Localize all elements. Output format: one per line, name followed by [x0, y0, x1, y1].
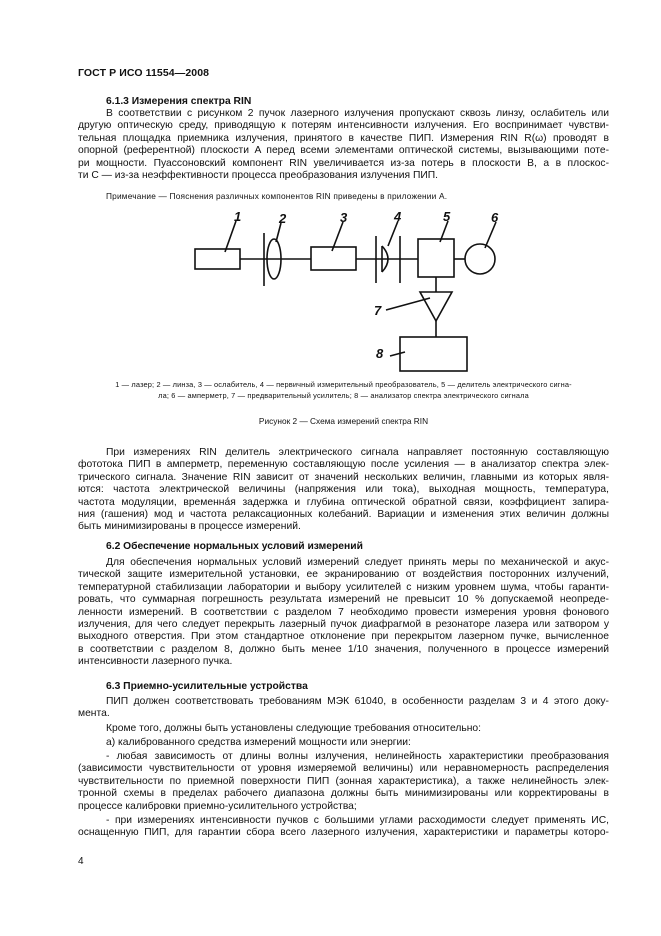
text-line: В соответствии с рисунком 2 пучок лазерного излучения пропускают сквозь линзу, ослабитель или [106, 108, 609, 119]
section-6-2-heading: 6.2 Обеспечение нормальных условий измерений [106, 541, 363, 552]
text-line: - любая зависимость от длины волны излучения, нелинейность характеристики преобразования [106, 751, 609, 762]
section-6-3-item-a [78, 737, 609, 749]
figure-label-6: 6 [491, 210, 499, 225]
section-6-3-paragraph-3 [78, 751, 609, 813]
note: Примечание — Пояснения различных компонентов RIN приведены в приложении А. [106, 191, 448, 201]
figure-label-1: 1 [234, 209, 242, 224]
section-6-3-heading: 6.3 Приемно-усилительные устройства [106, 681, 308, 692]
figure-label-8: 8 [376, 346, 384, 361]
attenuator-box [311, 247, 356, 270]
text-line: оснащенную ПИП, для гарантии сбора всего лазерного излучения, характеристики и параметры которо- [78, 827, 609, 839]
text-line: частота модуляции, временна́я задержка и глубина оптической обратной связи, коэффициент запира- [78, 496, 609, 508]
figure-label-2: 2 [279, 211, 287, 226]
amplifier-triangle [420, 292, 452, 321]
text-line: Для обеспечения нормальных условий измерений следует принять меры по механической и акус- [106, 557, 609, 568]
text-line: (зависимости чувствительности от уровня измеряемой величины) или неравномерность распределения [78, 763, 609, 775]
text-line: а) калиброванного средства измерений мощности или энергии: [106, 737, 411, 748]
text-line: трического сигнала. Значение RIN зависит от значений нескольких величин, главными из которых явля- [78, 471, 609, 483]
text-line: ются: частота электрической величины (напряжения или тока), выходная мощность, температура, [78, 484, 609, 496]
legend-line: ла; 6 — амперметр, 7 — предварительный усилитель; 8 — анализатор спектра электрического сигнала [158, 390, 529, 400]
spectrum-analyzer-box [400, 337, 467, 371]
section-6-3-paragraph-4 [78, 815, 609, 840]
text-line: тической защите измерительной установки, ее экранированию от воздействия посторонних излучений, [78, 569, 609, 581]
figure-label-7: 7 [374, 303, 382, 318]
text-line: ленности измерений. В соответствии с разделом 7 необходимо провести измерения уровня фонового [78, 606, 609, 618]
section-6-3-paragraph-2 [78, 723, 609, 735]
text-line: ровать, что суммарная погрешность результата измерений не превысит 10 % допускаемой неопреде- [78, 594, 609, 606]
figure-label-3: 3 [340, 210, 348, 225]
text-line: ти C — из-за неэффективности процесса преобразования излучения ПИП. [78, 169, 439, 181]
text-line: температурной стабилизации лаборатории и выбору усилителей с низким уровнем шума, чтобы гаранти- [78, 581, 609, 593]
standard-header: ГОСТ Р ИСО 11554—2008 [78, 67, 210, 79]
laser-box [195, 249, 240, 269]
text-line: фототока ПИП в амперметр, переменную составляющую после усиления — в анализатор спектра элек- [78, 459, 609, 471]
text-line: интенсивности лазерного пучка. [78, 656, 233, 668]
text-line: тронной схемы в пределах рабочего диапазона должны быть минимизированы или корректированы в [78, 788, 609, 800]
text-line: мента. [78, 708, 110, 720]
figure-label-5: 5 [443, 209, 451, 224]
text-line: чувствительности по приемной поверхности ПИП (зонная характеристика), а также нелинейность элек- [78, 775, 609, 787]
section-6-2-paragraph [78, 557, 609, 669]
text-line: другую оптическую среду, приводящую к потерям интенсивности излучения. Его воспринимает чувстви- [78, 120, 609, 132]
text-line: быть минимизированы в процессе измерений. [78, 521, 301, 533]
text-line: выходного отверстия. При этом стандартное отклонение при перекрытом лазерном пучке, вычисленное [78, 631, 609, 643]
text-line: излучения, для чего следует перекрыть лазерный пучок диафрагмой в резонаторе лазера или затвором у [78, 618, 609, 630]
text-line: ПИП должен соответствовать требованиям МЭК 61040, в особенности разделам 3 и 4 этого доку- [106, 696, 609, 707]
figure-caption: Рисунок 2 — Схема измерений спектра RIN [258, 416, 429, 426]
ammeter-circle [465, 244, 495, 274]
section-6-3-paragraph-1 [78, 696, 609, 721]
page-number: 4 [78, 856, 84, 867]
figure-explanation-paragraph [78, 447, 609, 534]
text-line: ния (гашения) мод и частота релаксационных колебаний. Вариации и изменения этих величин должны [78, 508, 609, 520]
text-line: ри мощности. Пуассоновский компонент RIN увеличивается из-за потерь в плоскости B, а в плоскос- [78, 157, 609, 169]
text-line: процессе калибровки приемно-усилительного устройства; [78, 800, 357, 812]
text-line: опорной (референтной) плоскости A перед всеми элементами оптической системы, вызывающими поте- [78, 145, 609, 157]
text-line: - при измерениях интенсивности пучков с большими углами расходимости следует применять ИС, [106, 815, 609, 826]
legend-line: 1 — лазер; 2 — линза, 3 — ослабитель, 4 — первичный измерительный преобразователь, 5 — делитель электрического сигна- [115, 380, 572, 389]
text-line: в соответствии с разделом 8, должно быть менее 1/10 значения, полученного в процессе измерений [78, 643, 609, 655]
text-line: Кроме того, должны быть установлены следующие требования относительно: [106, 723, 481, 734]
text-line: При измерениях RIN делитель электрического сигнала направляет постоянную составляющую [106, 447, 609, 458]
divider-box [418, 239, 454, 277]
figure-label-4: 4 [394, 209, 402, 224]
text-line: тельная площадка приемника излучения, принятого в качестве ПИП. Измерения RIN R(ω) проводят в [78, 132, 609, 144]
figure-legend [78, 380, 609, 401]
section-6-1-3-heading: 6.1.3 Измерения спектра RIN [106, 96, 252, 107]
